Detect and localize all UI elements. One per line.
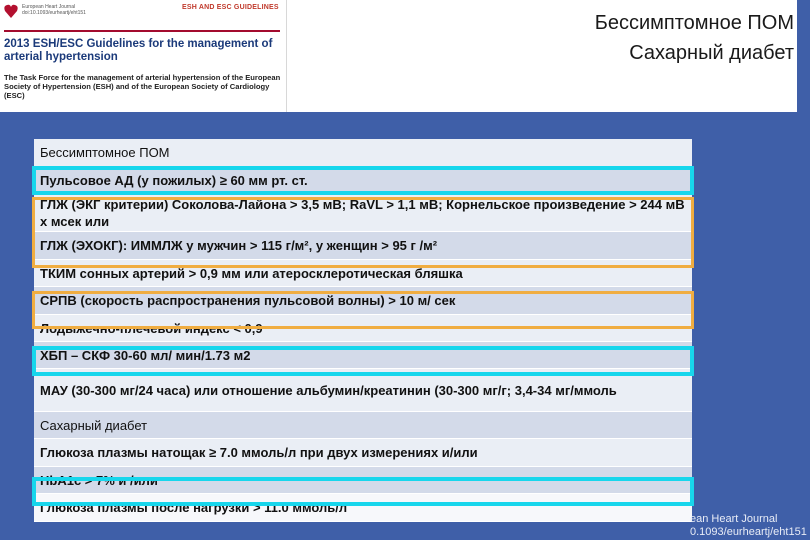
row-text: Глюкоза плазмы после нагрузки > 11.0 ммоль/л [40, 500, 348, 515]
cover-task-force: The Task Force for the management of arterial hypertension of the European Society of Hypertension (ESH) and of the European Society of Cardiology (ESC) [4, 73, 281, 100]
row-text: ГЛЖ (ЭХОКГ): ИММЛЖ у мужчин > 115 г/м², у женщин > 95 г /м² [40, 238, 438, 253]
cover-title: 2013 ESH/ESC Guidelines for the management of arterial hypertension [4, 38, 273, 63]
heart-logo-icon [4, 3, 18, 19]
slide-title-line1: Бессимптомное ПОМ [594, 12, 794, 34]
table-row [34, 194, 692, 232]
criteria-table [34, 139, 692, 522]
row-text: Лодыжечно-плечевой индекс < 0,9 [40, 320, 263, 336]
slide-title [420, 8, 794, 68]
row-text: ГЛЖ (ЭКГ критерии) Соколова-Лайона > 3,5 мВ; RaVL > 1,1 мВ; Корнельское произведение > 244 мВ х мсек или [40, 196, 685, 229]
row-text: ТКИМ сонных артерий > 0,9 мм или атеросклеротическая бляшка [40, 265, 463, 281]
table-row [34, 315, 692, 342]
table-row [34, 467, 692, 494]
table-row [34, 369, 692, 412]
table-row [34, 167, 692, 194]
table-row [34, 494, 692, 522]
row-text: HbA1c > 7% и /или [40, 472, 158, 488]
row-text: Пульсовое АД (у пожилых) ≥ 60 мм рт. ст. [40, 172, 308, 188]
table-row [34, 342, 692, 369]
footer-line2: 0.1093/eurheartj/eht151 [690, 526, 807, 538]
row-text: Глюкоза плазмы натощак ≥ 7.0 ммоль/л при двух измерениях и/или [40, 445, 478, 460]
table-row [34, 232, 692, 260]
row-text: СРПВ (скорость распространения пульсовой волны) > 10 м/ сек [40, 293, 456, 308]
table-row [34, 439, 692, 467]
row-text: Сахарный диабет [40, 417, 148, 433]
journal-small-text: European Heart Journal doi:10.1093/eurheartj/eht151 [22, 4, 86, 16]
series-tag: ESH AND ESC GUIDELINES [182, 4, 279, 11]
header-accent-strip [797, 0, 810, 112]
footer-line1: ean Heart Journal [690, 513, 778, 525]
journal-footer [690, 513, 810, 539]
table-row [34, 287, 692, 315]
table-row [34, 139, 692, 167]
row-text: Бессимптомное ПОМ [40, 145, 170, 160]
cover-divider [4, 30, 280, 32]
table-row [34, 260, 692, 287]
row-text: МАУ (30-300 мг/24 часа) или отношение альбумин/креатинин (30-300 мг/г; 3,4-34 мг/ммоль [40, 382, 617, 398]
slide-title-line2: Сахарный диабет [629, 42, 794, 64]
table-row [34, 412, 692, 439]
journal-cover [0, 0, 287, 112]
row-text: ХБП – СКФ 30-60 мл/ мин/1.73 м2 [40, 347, 251, 363]
